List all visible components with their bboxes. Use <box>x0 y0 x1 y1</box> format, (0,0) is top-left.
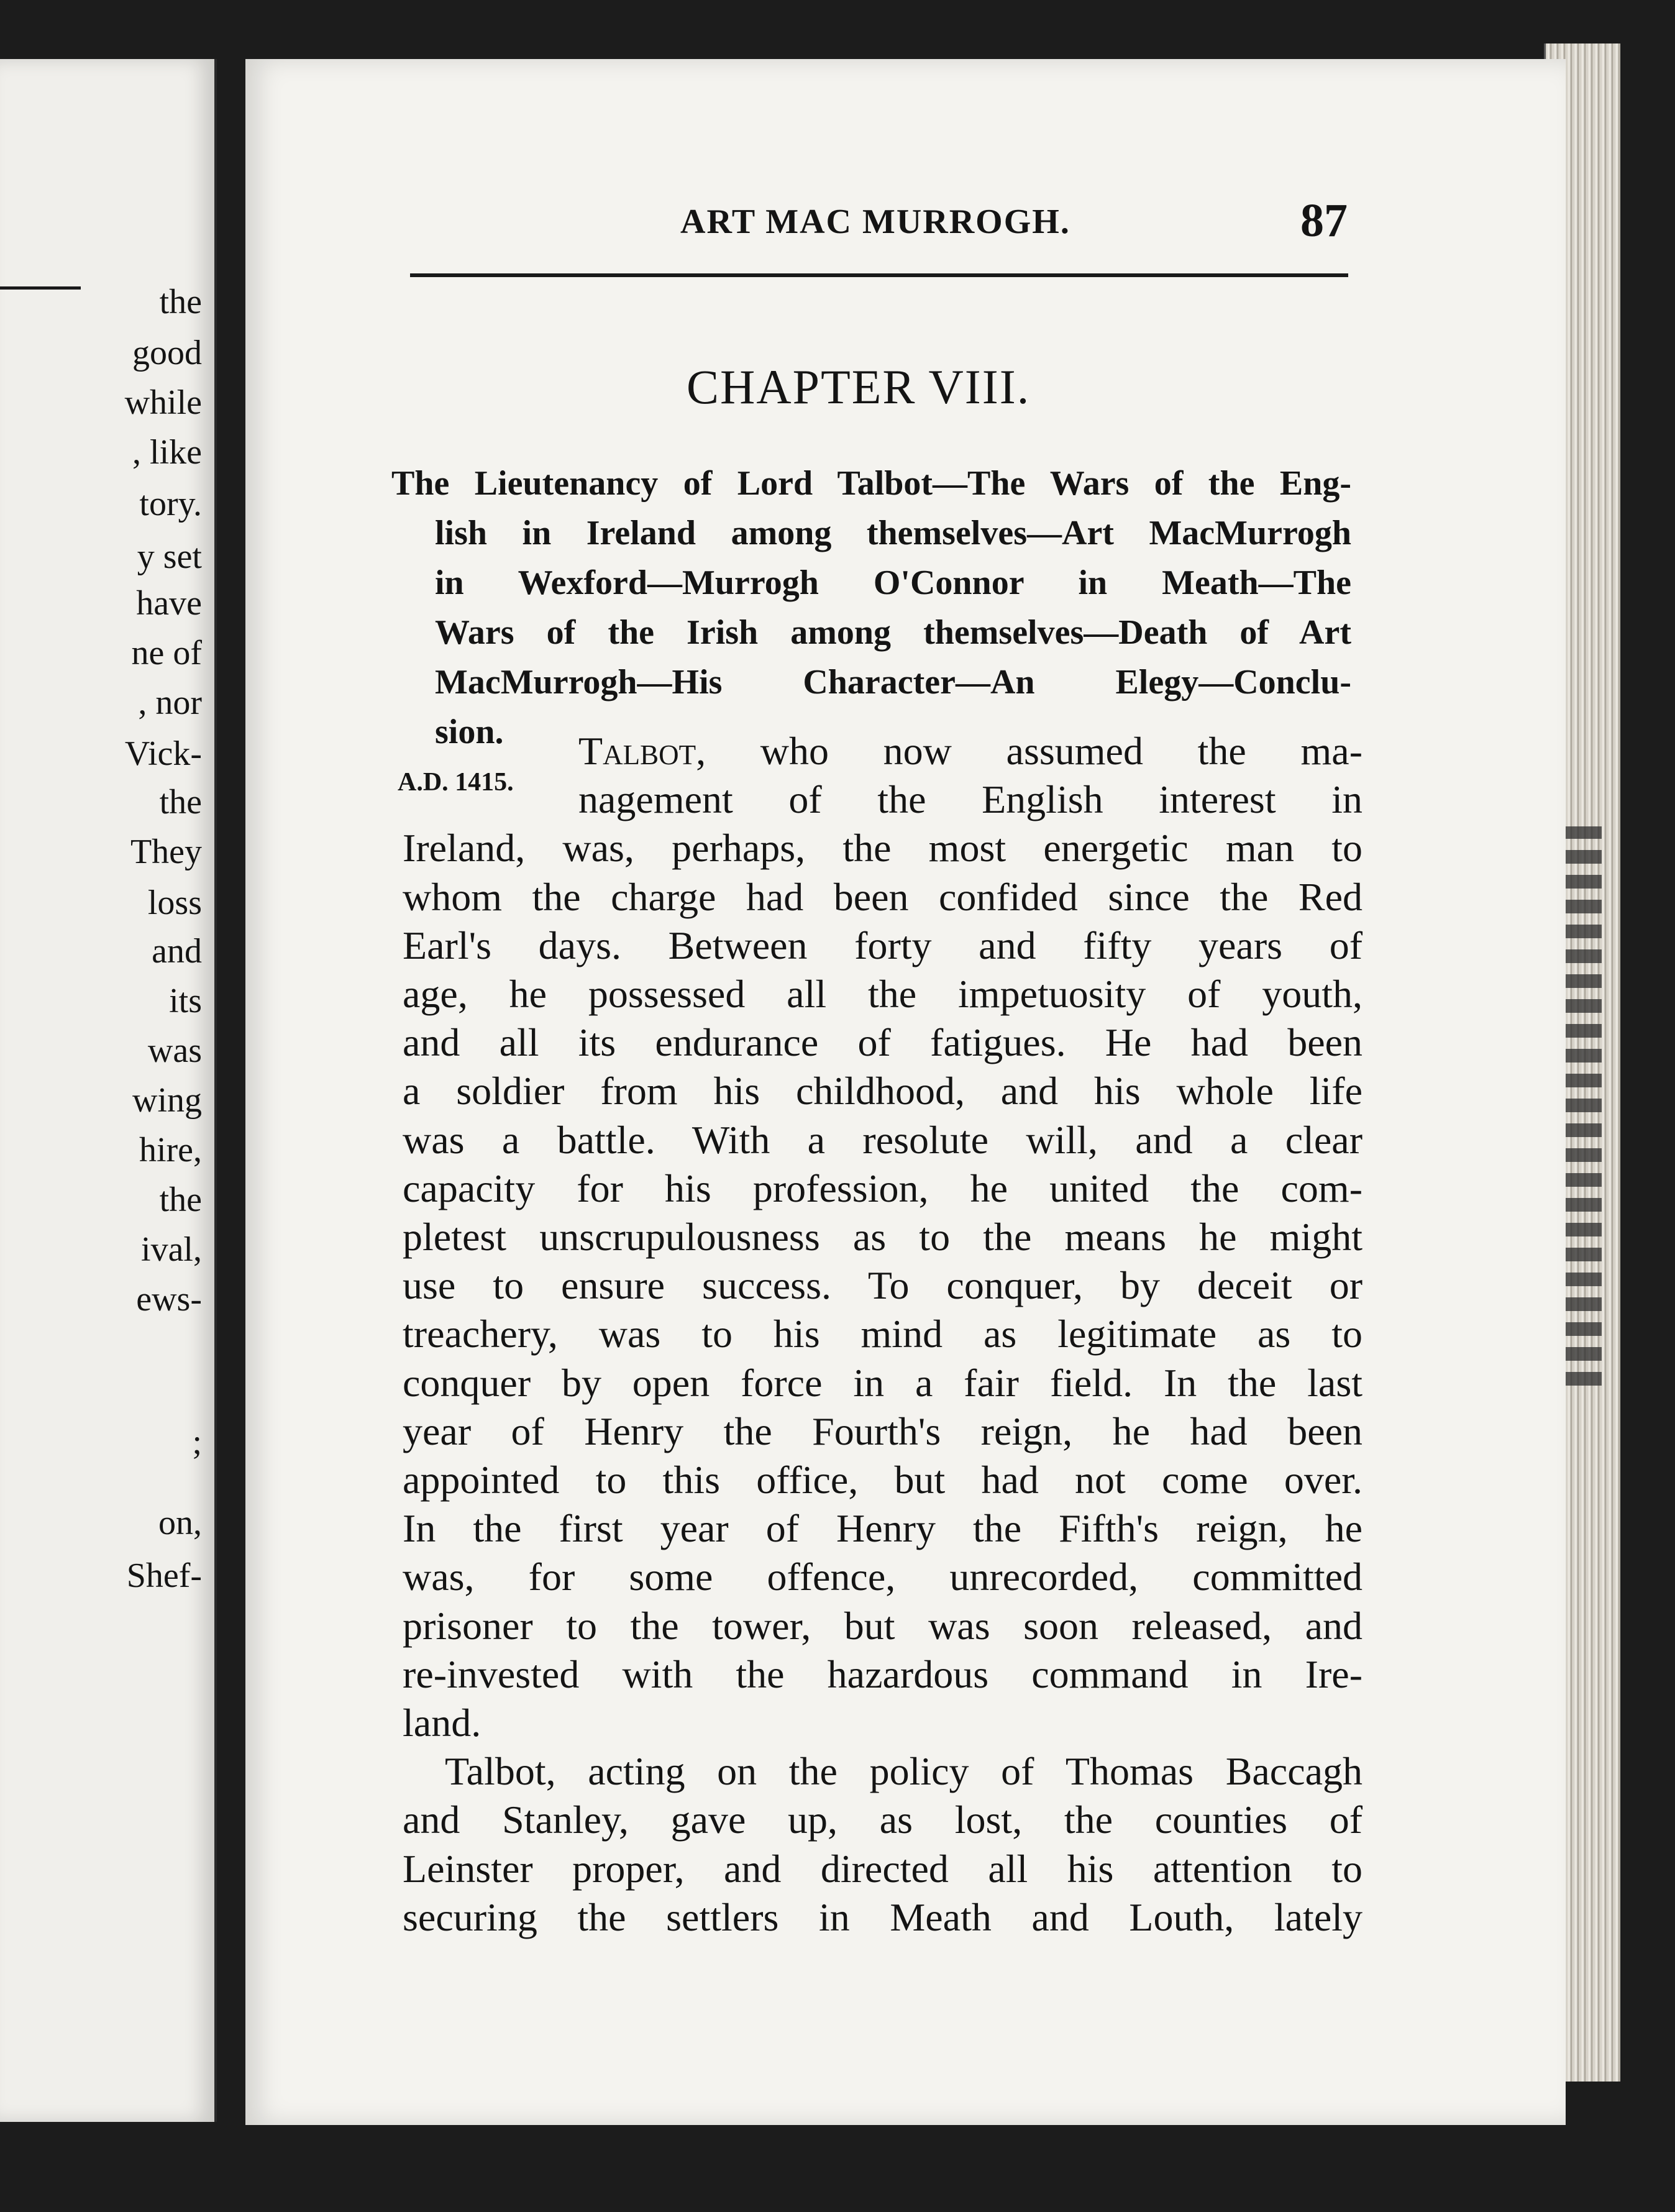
facing-page-line: its <box>169 982 202 1020</box>
body-line: Leinster proper, and directed all his attention to <box>403 1846 1362 1891</box>
facing-page-line: ews- <box>136 1280 202 1319</box>
body-line <box>403 727 1362 775</box>
facing-page-line: wing <box>132 1081 202 1120</box>
body-line: and Stanley, gave up, as lost, the counties of <box>403 1798 1362 1842</box>
facing-page-line: have <box>136 584 202 623</box>
facing-page-line: was <box>147 1031 202 1070</box>
facing-page-line: while <box>124 383 202 422</box>
facing-page-line: and <box>152 932 202 971</box>
facing-page-line: loss <box>147 884 202 922</box>
body-line: whom the charge had been confided since the Red <box>403 874 1362 919</box>
summary-line: sion. <box>435 713 504 751</box>
summary-line: MacMurrogh—His Character—An Elegy—Conclu- <box>435 663 1351 702</box>
body-line: was, for some offence, unrecorded, committed <box>403 1555 1362 1599</box>
body-text <box>403 727 1362 1942</box>
facing-page-line: on, <box>158 1504 202 1542</box>
facing-page-line: Shef- <box>126 1556 202 1595</box>
facing-page-line: y set <box>137 537 202 576</box>
facing-page-line: the <box>159 783 202 821</box>
body-line: capacity for his profession, he united the com- <box>403 1166 1362 1210</box>
facing-page-rule <box>0 286 81 290</box>
body-line: age, he possessed all the impetuosity of youth, <box>403 972 1362 1017</box>
summary-line: in Wexford—Murrogh O'Connor in Meath—The <box>435 564 1351 602</box>
body-line: year of Henry the Fourth's reign, he had been <box>403 1409 1362 1453</box>
body-line: nagement of the English interest in <box>578 777 1362 822</box>
facing-page-line: tory. <box>139 485 202 523</box>
body-line: securing the settlers in Meath and Louth, lately <box>403 1894 1362 1939</box>
body-line: and all its endurance of fatigues. He had been <box>403 1020 1362 1065</box>
chapter-title: CHAPTER VIII. <box>687 360 1031 414</box>
facing-page-line: Vick- <box>124 734 202 773</box>
body-line: pletest unscrupulousness as to the means he might <box>403 1215 1362 1259</box>
header-rule <box>410 273 1348 277</box>
body-line: use to ensure success. To conquer, by deceit or <box>403 1263 1362 1308</box>
opening-word: Talbot, <box>578 729 706 773</box>
facing-page-line: hire, <box>139 1131 202 1169</box>
body-line: land. <box>403 1701 482 1745</box>
body-line: Talbot, acting on the policy of Thomas Baccagh <box>445 1749 1362 1794</box>
body-line: appointed to this office, but had not come over. <box>403 1458 1362 1502</box>
body-line: conquer by open force in a fair field. In the last <box>403 1360 1362 1405</box>
summary-line: The Lieutenancy of Lord Talbot—The Wars of the Eng- <box>391 464 1351 503</box>
body-line: was a battle. With a resolute will, and a clear <box>403 1117 1362 1162</box>
body-line: Ireland, was, perhaps, the most energetic man to <box>403 826 1362 871</box>
facing-page-line: ne of <box>131 634 202 672</box>
body-line-rest: who now assumed the ma- <box>706 729 1362 773</box>
summary-line: Wars of the Irish among themselves—Death of Art <box>435 613 1351 652</box>
page-number: 87 <box>1300 194 1348 247</box>
running-head: ART MAC MURROGH. <box>680 203 1070 241</box>
facing-page-line: , like <box>132 433 202 472</box>
margin-date: A.D. 1415. <box>398 768 514 797</box>
body-line: Earl's days. Between forty and fifty years of <box>403 923 1362 967</box>
body-line: a soldier from his childhood, and his whole life <box>403 1069 1362 1113</box>
facing-page-line: They <box>130 833 202 871</box>
facing-page-line: ; <box>192 1423 202 1461</box>
facing-page-line: the <box>159 1181 202 1219</box>
facing-page-line: , nor <box>138 683 202 722</box>
summary-line: lish in Ireland among themselves—Art MacMurrogh <box>435 514 1351 552</box>
body-line: In the first year of Henry the Fifth's reign, he <box>403 1506 1362 1551</box>
facing-page-line: ival, <box>141 1230 202 1269</box>
body-line: re-invested with the hazardous command in Ire- <box>403 1652 1362 1696</box>
body-line: treachery, was to his mind as legitimate as to <box>403 1312 1362 1356</box>
body-line: prisoner to the tower, but was soon released, and <box>403 1603 1362 1648</box>
chapter-summary <box>391 459 1351 757</box>
facing-page-line: the <box>159 283 202 321</box>
facing-page-left <box>0 59 217 2122</box>
facing-page-line: good <box>132 334 202 372</box>
